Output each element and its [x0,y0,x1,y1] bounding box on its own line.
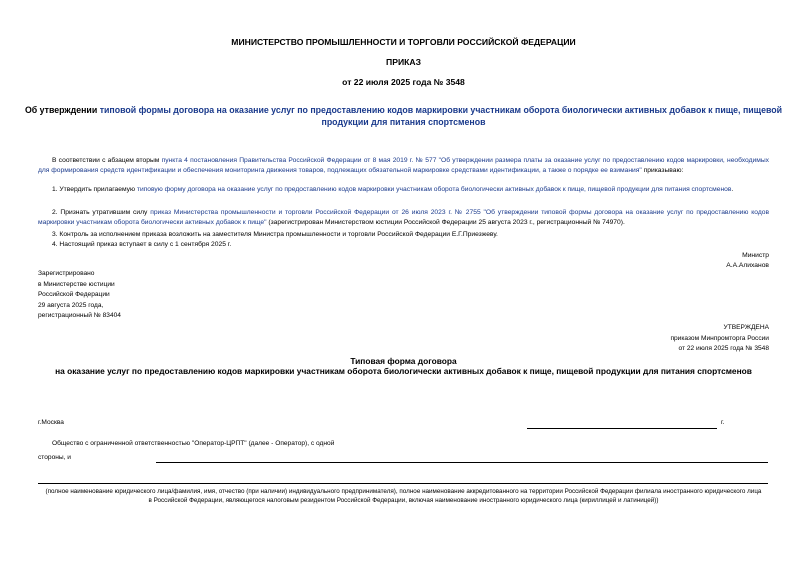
order-date-number: от 22 июля 2025 года № 3548 [342,77,465,87]
order-title [15,104,792,128]
registration-block [38,269,121,322]
item-2 [38,208,769,227]
item-1-form-link[interactable]: типовую форму договора на оказание услуг по предоставлению кодов маркировки участникам оборота биологически активных добавок к пище, пищевой продукции для питания спортсменов [136,186,732,193]
party-other-text: стороны, и [38,454,71,461]
item-2-order-link[interactable]: приказ Министерства промышленности и торговли Российской Федерации от 26 июля 2023 г. № 2755 "Об утверждении типовой формы договора на оказание услуг по предоставлению кодов маркировки участникам оборота биологически активных добавок к пище" [38,209,769,226]
item-1 [38,185,769,195]
party-name-blank-line [156,462,768,463]
item-4: 4. Настоящий приказ вступает в силу с 1 сентября 2025 г. [52,241,232,248]
signature-name: А.А.Алиханов [726,262,769,269]
order-title-link[interactable]: типовой формы договора на оказание услуг по предоставлению кодов маркировки участникам оборота биологически активных добавок к пище, пищевой продукции для питания спортсменов [99,105,783,127]
signature-position: Министр [742,252,769,259]
ministry-heading: МИНИСТЕРСТВО ПРОМЫШЛЕННОСТИ И ТОРГОВЛИ РОССИЙСКОЙ ФЕДЕРАЦИИ [231,37,576,47]
registration-line: 29 августа 2025 года, [38,301,104,309]
city: г.Москва [38,419,64,426]
item-2-end: (зарегистрирован Министерством юстиции Российской Федерации 25 августа 2023 г., регистрационный № 74970). [266,218,625,226]
registration-line: в Министерстве юстиции [38,280,115,288]
approval-line: УТВЕРЖДЕНА [723,324,769,331]
date-blank-line [527,428,717,429]
order-title-prefix: Об утверждении [24,105,100,115]
registration-line: Зарегистрировано [38,270,95,277]
approval-line: приказом Минпромторга России [670,334,769,342]
year-suffix: г. [721,419,725,426]
item-1-end: . [731,186,734,193]
legal-name-blank-line [38,483,768,484]
preamble-paragraph [38,156,769,175]
preamble-order-word: приказываю: [643,166,684,174]
registration-line: Российской Федерации [38,291,110,299]
doc-type-heading: ПРИКАЗ [386,57,421,67]
form-subtitle: на оказание услуг по предоставлению кодов маркировки участникам оборота биологически активных добавок к пище, пищевой продукции для питания спортсменов [55,366,752,376]
item-1-text: 1. Утвердить прилагаемую [52,186,137,193]
item-3: 3. Контроль за исполнением приказа возложить на заместителя Министра промышленности и торговли Российской Федерации Е.Г.Приезжеву. [52,231,498,238]
preamble-text: В соответствии с абзацем вторым [52,157,162,164]
approval-line: от 22 июля 2025 года № 3548 [678,345,769,353]
party-operator-text: Общество с ограниченной ответственностью "Оператор-ЦРПТ" (далее - Оператор), с одной [52,440,335,447]
preamble-decree-link[interactable]: пункта 4 постановления Правительства Российской Федерации от 8 мая 2019 г. № 577 "Об утверждении размера платы за оказание услуг по предоставлению кодов маркировки, необходимых для формирования средств идентификации и обеспечения мониторинга движения товаров, подлежащих обязательной маркировке средствами идентификации, а также о порядке ее взимания" [38,157,769,174]
form-title: Типовая форма договора [350,356,457,366]
approval-block [670,323,769,355]
legal-name-caption: (полное наименование юридического лица/фамилия, имя, отчество (при наличии) индивидуального предпринимателя), полное наименование аккредитованного на территории Российской Федерации филиала иностранного юридического лица в Российской Федерации, являющегося налоговым резидентом Российской Федерации, включая наименование иностранного юридического лица (кириллицей и латиницей)) [45,488,762,505]
item-2-text: 2. Признать утратившим силу [52,209,151,216]
registration-line: регистрационный № 83404 [38,312,121,320]
